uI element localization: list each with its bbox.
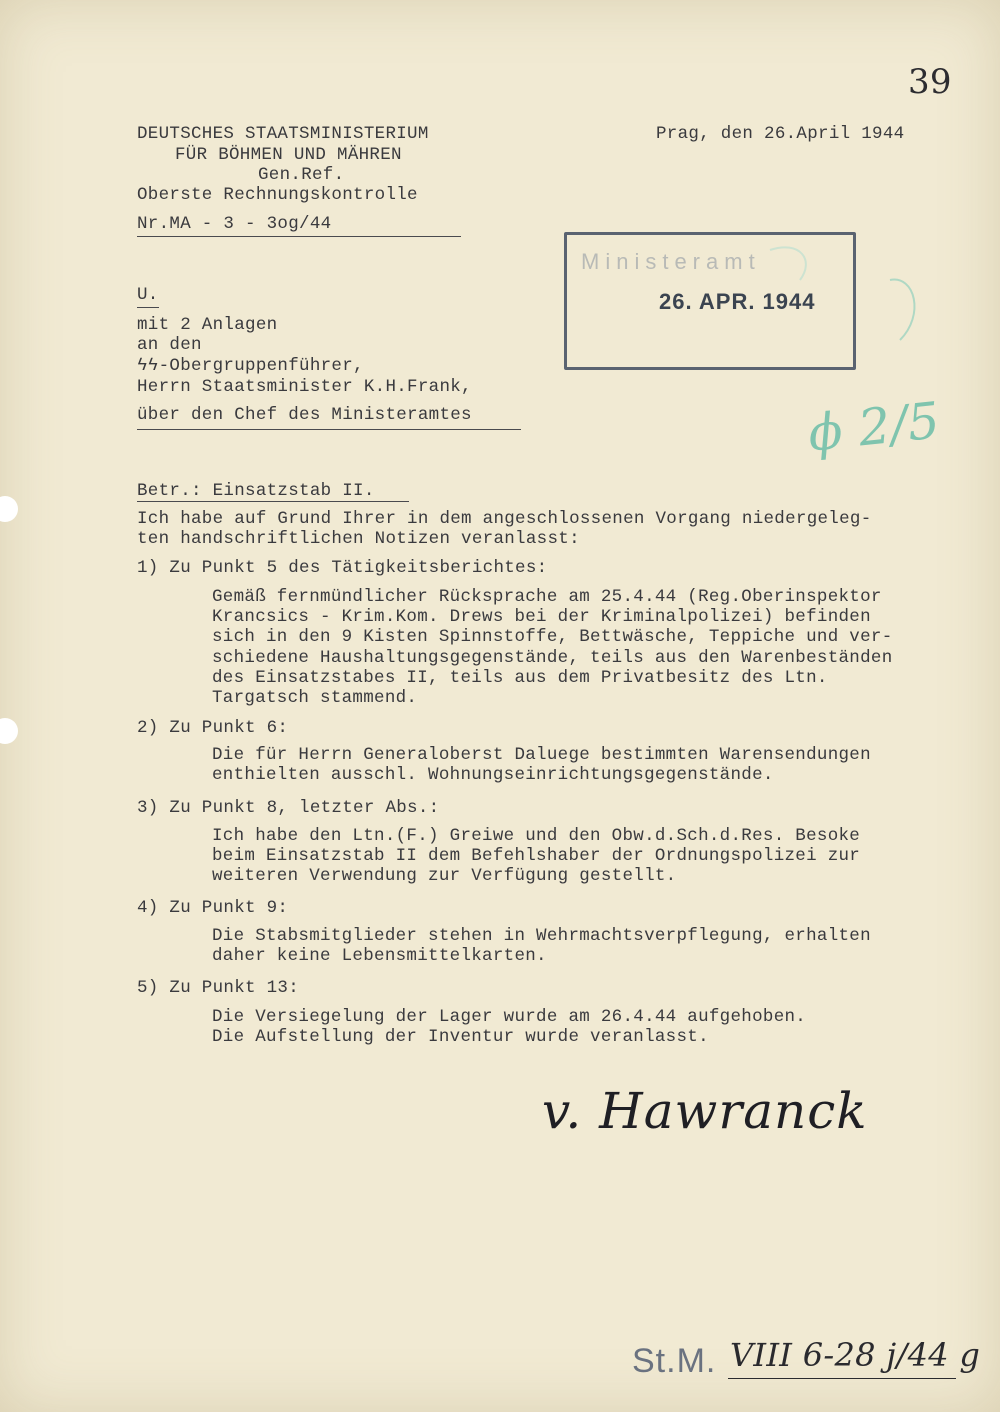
punch-hole-top [0, 496, 18, 522]
point-body-line: beim Einsatzstab II dem Befehlshaber der Ordnungspolizei zur [212, 846, 861, 866]
point-heading: 3) Zu Punkt 8, letzter Abs.: [137, 798, 440, 818]
point-body-line: enthielten ausschl. Wohnungseinrichtungsgegenstände. [212, 765, 774, 785]
point-body-line: weiteren Verwendung zur Verfügung gestellt. [212, 866, 677, 886]
recipient-line-5: über den Chef des Ministeramtes [137, 405, 472, 425]
point-body-line: daher keine Lebensmittelkarten. [212, 946, 547, 966]
stamp-date: 26. APR. 1944 [659, 289, 816, 314]
point-body-line: Die Versiegelung der Lager wurde am 26.4.44 aufgehoben. [212, 1007, 807, 1027]
place-date: Prag, den 26.April 1944 [656, 124, 905, 144]
point-body-line: schiedene Haushaltungsgegenstände, teils aus den Warenbeständen [212, 648, 893, 668]
footer-stamp-part: St.M. [632, 1342, 717, 1380]
point-body-line: des Einsatzstabes II, teils aus dem Privatbesitz des Ltn. [212, 668, 828, 688]
recipient-line-4: Herrn Staatsminister K.H.Frank, [137, 377, 472, 397]
org-line-3: Gen.Ref. [258, 165, 345, 185]
intro-line: Ich habe auf Grund Ihrer in dem angeschlossenen Vorgang niedergeleg- [137, 509, 872, 529]
point-heading: 4) Zu Punkt 9: [137, 898, 289, 918]
footer-handwritten-part: VIII 6-28 j/44 g [730, 1336, 981, 1374]
recipient-underline [137, 429, 521, 430]
org-line-2: FÜR BÖHMEN UND MÄHREN [175, 145, 402, 165]
point-heading: 1) Zu Punkt 5 des Tätigkeitsberichtes: [137, 558, 548, 578]
footer-underline [728, 1378, 956, 1379]
point-body-line: Krancsics - Krim.Kom. Drews bei der Kriminalpolizei) befinden [212, 607, 871, 627]
point-body-line: Ich habe den Ltn.(F.) Greiwe und den Obw.d.Sch.d.Res. Besoke [212, 826, 861, 846]
stamp-faint-text: Ministeramt [581, 249, 761, 274]
signature: v. Hawranck [542, 1082, 868, 1140]
point-body-line: Gemäß fernmündlicher Rücksprache am 25.4.44 (Reg.Oberinspektor [212, 587, 882, 607]
org-line-4: Oberste Rechnungskontrolle [137, 185, 418, 205]
point-heading: 5) Zu Punkt 13: [137, 978, 300, 998]
reference-number: Nr.MA - 3 - 3og/44 [137, 214, 332, 234]
subject-underline [137, 501, 409, 502]
point-body-line: Targatsch stammend. [212, 688, 418, 708]
intro-line: ten handschriftlichen Notizen veranlasst: [137, 529, 580, 549]
recipient-line-2: an den [137, 335, 202, 355]
punch-hole-middle [0, 718, 18, 744]
recipient-line-1: mit 2 Anlagen [137, 315, 278, 335]
subject-line: Betr.: Einsatzstab II. [137, 481, 375, 501]
point-heading: 2) Zu Punkt 6: [137, 718, 289, 738]
recipient-u: U. [137, 285, 159, 308]
reference-underline [137, 236, 461, 237]
point-body-line: Die Stabsmitglieder stehen in Wehrmachtsverpflegung, erhalten [212, 926, 871, 946]
org-line-1: DEUTSCHES STAATSMINISTERIUM [137, 124, 429, 144]
point-body-line: Die für Herrn Generaloberst Daluege bestimmten Warensendungen [212, 745, 871, 765]
handwritten-initial: ϕ 2/5 [805, 391, 943, 463]
point-body-line: Die Aufstellung der Inventur wurde veranlasst. [212, 1027, 709, 1047]
recipient-line-3: ϟϟ-Obergruppenführer, [137, 356, 364, 376]
point-body-line: sich in den 9 Kisten Spinnstoffe, Bettwäsche, Teppiche und ver- [212, 627, 893, 647]
page-number: 39 [908, 62, 952, 102]
